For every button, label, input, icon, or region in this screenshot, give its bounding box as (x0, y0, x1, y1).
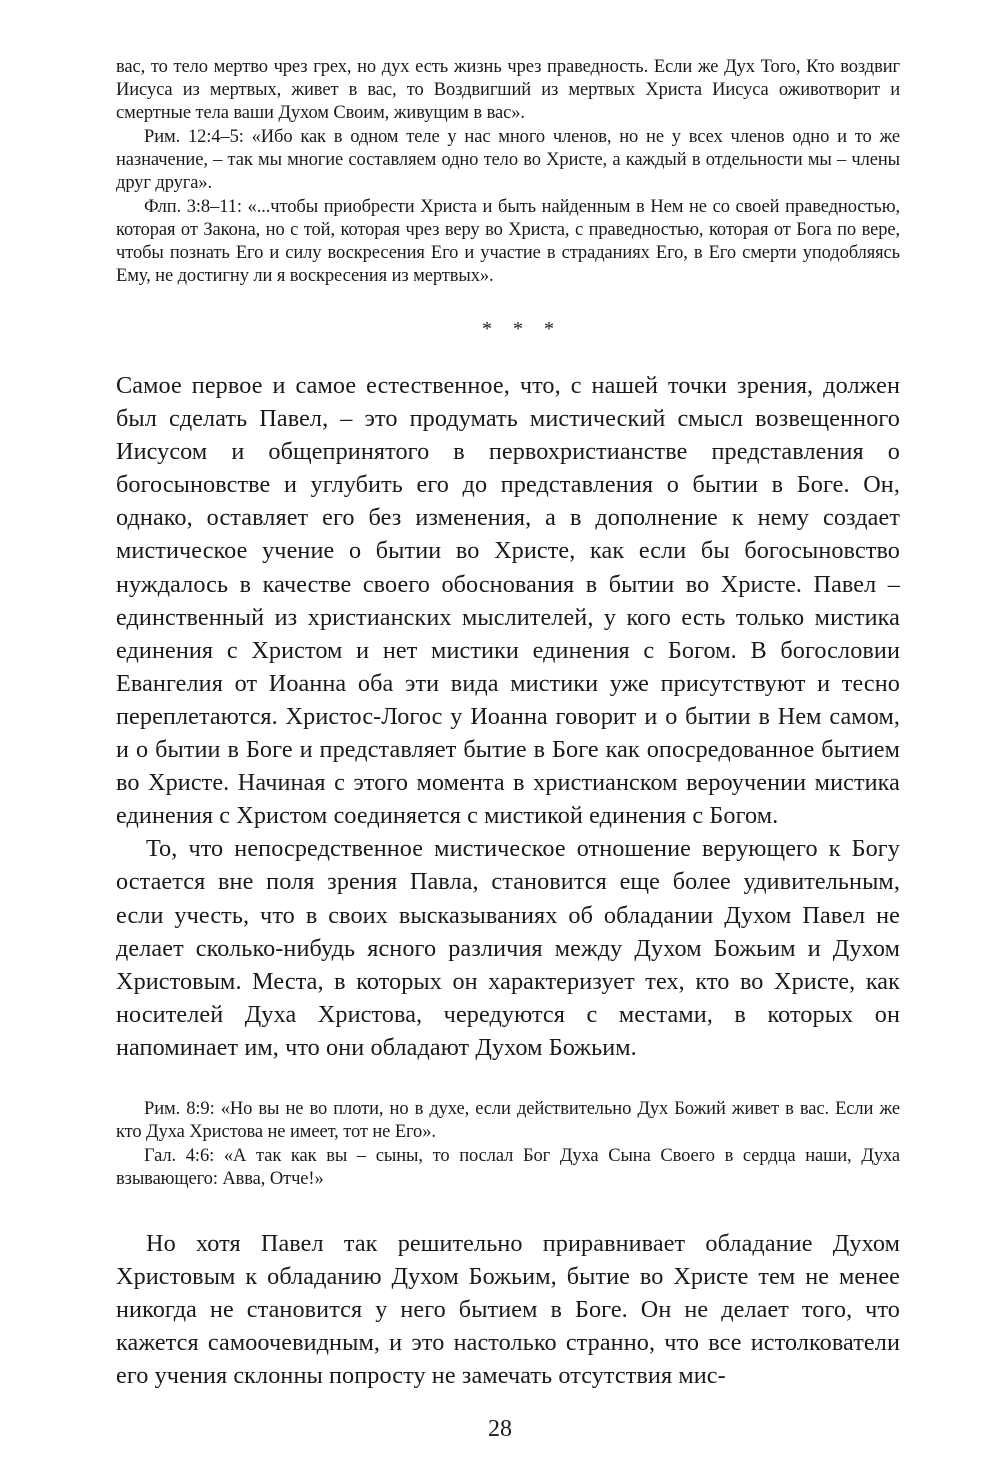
page-number: 28 (488, 1416, 512, 1442)
quote-romans-12: Рим. 12:4–5: «Ибо как в одном теле у нас много членов, но не у всех членов одно и то же назначение, – так мы многие составляем одно тело во Христе, а каждый в отдельности мы – члены друг друга». (116, 127, 900, 193)
quote-philippians-3: Флп. 3:8–11: «...чтобы приобрести Христа и быть найденным в Нем не со своей праведностью, которая от Закона, но с той, которая чрез веру во Христа, с праведностью, которая от Бога по вере, чтобы познать Его и силу воскресения Его и участие в страданиях Его, в Его смерти уподобляясь Ему, не достигну ли я воскресения из мертвых». (116, 197, 900, 286)
quote-block (116, 1098, 900, 1191)
page-content (116, 56, 900, 1392)
quote-galatians-4: Гал. 4:6: «А так как вы – сыны, то послал Бог Духа Сына Своего в сердца наши, Духа взывающего: Авва, Отче!» (116, 1145, 900, 1189)
quote-romans-8: Рим. 8:9: «Но вы не во плоти, но в духе, если действительно Дух Божий живет в вас. Если же кто Духа Христова не имеет, тот не Его». (116, 1098, 900, 1142)
body-paragraph-1: Самое первое и самое естественное, что, с нашей точки зрения, должен был сделать Павел, – это продумать мистический смысл возвещенного Иисусом и общепринятого в первохристианстве представления о богосыновстве и углубить его до представления о бытии в Боге. Он, однако, оставляет его без изменения, а в дополнение к нему создает мистическое учение о бытии во Христе, как если бы богосыновство нуждалось в качестве своего обоснования в бытии во Христе. Павел – единственный из христианских мыслителей, у кого есть только мистика единения с Христом и нет мистики единения с Богом. В богословии Евангелия от Иоанна оба эти вида мистики уже присутствуют и тесно переплетаются. Христос-Логос у Иоанна говорит и о бытии в Нем самом, и о бытии в Боге и представляет бытие в Боге как опосредованное бытием во Христе. Начиная с этого момента в христианском вероучении мистика единения с Христом соединяется с мистикой единения с Богом. (116, 372, 900, 830)
section-separator: * * * (482, 318, 562, 340)
body-paragraph-3: Но хотя Павел так решительно приравнивает обладание Духом Христовым к обладанию Духом Божьим, бытие во Христе тем не менее никогда не становится у него бытием в Боге. Он не делает того, что кажется самоочевидным, и это настолько странно, что все истолкователи его учения склонны попросту не замечать отсутствия мис- (116, 1229, 900, 1390)
body-paragraph-2: То, что непосредственное мистическое отношение верующего к Богу остается вне поля зрения Павла, становится еще более удивительным, если учесть, что в своих высказываниях об обладании Духом Павел не делает сколько-нибудь ясного различия между Духом Божьим и Духом Христовым. Места, в которых он характеризует тех, кто во Христе, как носителей Духа Христова, чередуются с местами, в которых он напоминает им, что они обладают Духом Божьим. (116, 835, 900, 1061)
quote-continuation: вас, то тело мертво чрез грех, но дух есть жизнь чрез праведность. Если же Дух Того, Кто воздвиг Иисуса из мертвых, живет в вас, то Воздвигший из мертвых Христа Иисуса оживотворит и смертные тела ваши Духом Своим, живущим в вас». (116, 57, 900, 123)
